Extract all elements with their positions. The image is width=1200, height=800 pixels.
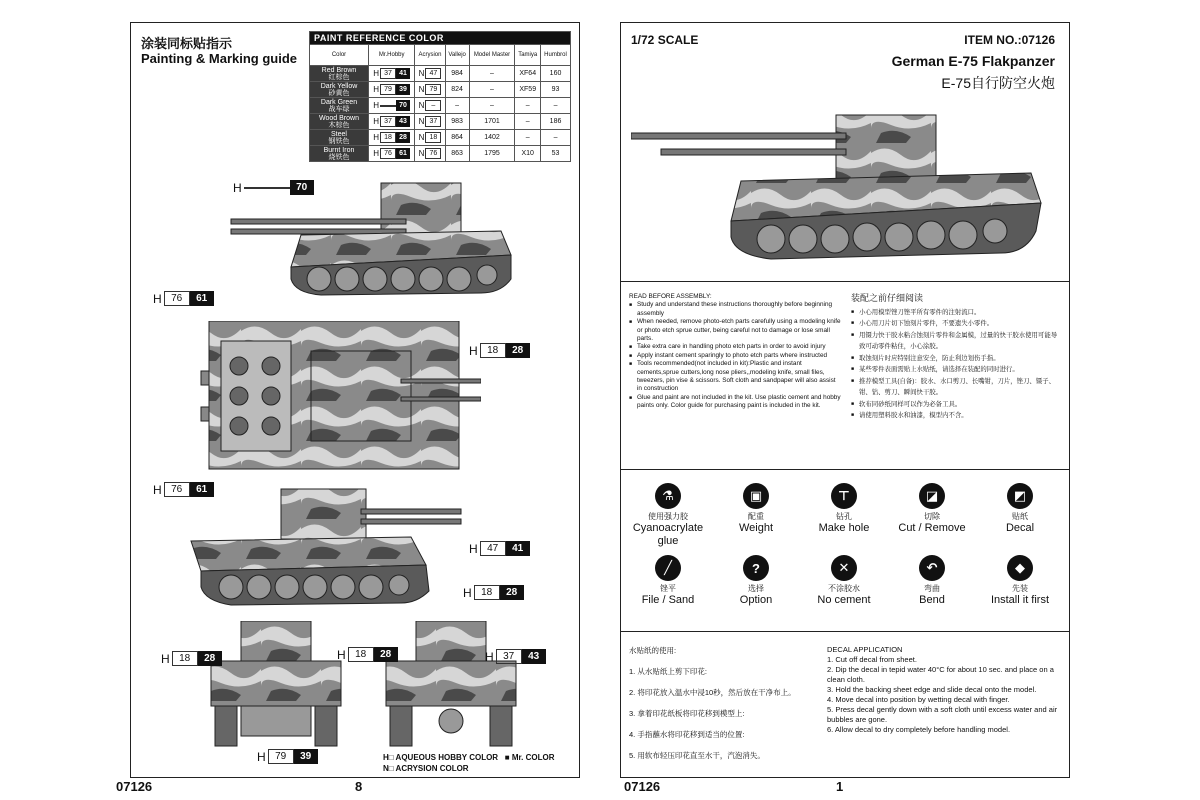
humbrol-code: – xyxy=(541,130,571,146)
callout-dark-yellow: H 79 39 xyxy=(257,749,318,764)
paint-table-title: PAINT REFERENCE COLOR xyxy=(310,32,571,45)
list-item: ■ Take extra care in handling photo etch parts in order to avoid injury xyxy=(637,343,841,351)
list-item: 4. 手指蘸水将印花移到适当的位置: xyxy=(629,730,745,739)
acrysion-code xyxy=(415,66,445,82)
paint-code-part: 红棕色 xyxy=(328,73,350,81)
paint-code-part: 76 xyxy=(425,148,441,159)
symbol-label-cn: 配重 xyxy=(748,512,764,521)
left-page-item: 07126 xyxy=(116,779,153,794)
paint-code-part xyxy=(373,148,410,159)
decal-icon: ◩ xyxy=(1007,483,1033,509)
drill-icon: ⊤ xyxy=(831,483,857,509)
symbol-label-en: File / Sand xyxy=(641,594,695,606)
install-first-icon: ◆ xyxy=(1007,555,1033,581)
list-item: 2. Dip the decal in tepid water 40°C for about 10 sec. and place on a clean cloth. xyxy=(827,665,1054,684)
list-item: ■ When needed, remove photo-etch parts carefully using a modeling knife or photo etch sprue cutter, being careful not to damage or lose small parts. xyxy=(637,318,841,343)
read-title-cn: 装配之前仔细阅读 xyxy=(851,293,924,303)
symbol-label-en: Decal xyxy=(1005,522,1035,534)
paint-code-part xyxy=(419,84,442,95)
vallejo-code: 983 xyxy=(445,114,469,130)
list-item: 4. Move decal into position by wetting decal with finger. xyxy=(827,695,1010,704)
paint-code-part: H xyxy=(373,69,380,78)
list-item: ■ Study and understand these instructions thoroughly before beginning assembly xyxy=(637,301,841,318)
paint-code-part: N xyxy=(418,133,425,142)
legend-acrysion: N□ ACRYSION COLOR xyxy=(383,764,469,773)
right-page xyxy=(620,22,1070,778)
list-item: 6. Allow decal to dry completely before handling model. xyxy=(827,725,1011,734)
paint-code-part: 43 xyxy=(396,116,410,127)
paint-code-part: 28 xyxy=(396,132,410,143)
acrysion-code xyxy=(415,130,445,146)
list-item: ■ 推荐模型工具(自备)：胶水、水口剪刀、长嘴钳，刀片，锉刀、镊子、钳、钻、剪刀、瞬间快干胶。 xyxy=(859,376,1061,399)
weight-icon: ▣ xyxy=(743,483,769,509)
paint-code-part: 79 xyxy=(425,84,441,95)
symbol-decal xyxy=(977,483,1063,535)
list-item: 1. Cut off decal from sheet. xyxy=(827,655,917,664)
model-master-code: 1795 xyxy=(469,146,515,162)
scale-label: 1/72 SCALE xyxy=(631,33,699,47)
mrhobby-code xyxy=(369,98,415,114)
acrysion-code xyxy=(415,82,445,98)
humbrol-code: – xyxy=(541,98,571,114)
paint-code-part: N xyxy=(418,101,425,110)
paint-code-part: H xyxy=(373,101,380,110)
symbol-label-cn: 贴纸 xyxy=(1012,512,1028,521)
color-name xyxy=(310,130,369,146)
model-master-code: – xyxy=(469,98,515,114)
read-title-en: READ BEFORE ASSEMBLY: xyxy=(629,293,712,300)
paint-code-part: 烧铁色 xyxy=(328,153,350,161)
color-name xyxy=(310,146,369,162)
list-item: ■ Apply instant cement sparingly to photo etch parts where instructed xyxy=(637,352,841,360)
rear-view-drawing xyxy=(376,621,526,751)
col-humbrol: Humbrol xyxy=(541,45,571,66)
color-name xyxy=(310,82,369,98)
paint-code-part xyxy=(373,68,410,79)
paint-row xyxy=(310,82,571,98)
paint-code-part: 37 xyxy=(425,116,441,127)
vallejo-code: 863 xyxy=(445,146,469,162)
col-tamiya: Tamiya xyxy=(515,45,541,66)
paint-code-part: Burnt Iron xyxy=(323,146,355,154)
paint-code-part: Dark Green xyxy=(320,98,358,106)
color-name xyxy=(310,66,369,82)
file-icon: ╱ xyxy=(655,555,681,581)
paint-code-part: Wood Brown xyxy=(319,114,359,122)
left-page-number: 8 xyxy=(355,779,363,794)
model-master-code: – xyxy=(469,66,515,82)
paint-code-part xyxy=(373,84,410,95)
paint-code-part: 61 xyxy=(396,148,410,159)
divider xyxy=(621,631,1069,632)
model-name-cn: E-75自行防空火炮 xyxy=(941,75,1055,91)
paint-code-part: 76 xyxy=(380,148,396,159)
symbol-label-cn: 切除 xyxy=(924,512,940,521)
symbol-label-en: Bend xyxy=(919,594,945,606)
mrhobby-code xyxy=(369,66,415,82)
paint-code-part xyxy=(419,132,442,143)
symbol-bend xyxy=(889,555,975,607)
paint-code-part xyxy=(419,100,442,111)
callout-red-brown: H 47 41 xyxy=(469,541,530,556)
list-item: ■ 小心用模型锉刀锉平所有零件的注射流口。 xyxy=(859,307,1061,319)
symbol-label-en: Install it first xyxy=(990,594,1050,606)
col-model-master: Model Master xyxy=(469,45,515,66)
list-item: 5. 用软布轻压印花直至水干，汽泡消失。 xyxy=(629,751,765,760)
read-before-assembly-cn xyxy=(851,293,1061,422)
tamiya-code: X10 xyxy=(515,146,541,162)
decal-instructions-cn xyxy=(629,645,819,771)
symbol-label-cn: 使用强力胶 xyxy=(648,512,688,521)
paint-code-part: 37 xyxy=(380,68,396,79)
paint-code-part: H xyxy=(373,117,380,126)
guide-title-cn: 涂装同标贴指示 xyxy=(141,36,233,51)
decal-title-cn: 水贴纸的使用: xyxy=(629,646,677,655)
paint-code-part: 79 xyxy=(380,84,396,95)
paint-code-part: – xyxy=(425,100,441,111)
mrhobby-code xyxy=(369,130,415,146)
col-mrhobby: Mr.Hobby xyxy=(369,45,415,66)
col-vallejo: Vallejo xyxy=(445,45,469,66)
symbol-cut xyxy=(889,483,975,535)
paint-code-part: 41 xyxy=(396,68,410,79)
humbrol-code: 93 xyxy=(541,82,571,98)
side-view-left-drawing xyxy=(181,479,471,619)
paint-code-part: 70 xyxy=(396,100,410,111)
symbol-label-en: Option xyxy=(739,594,773,606)
callout-burnt-iron-top: H 76 61 xyxy=(153,291,214,306)
mrhobby-code xyxy=(369,82,415,98)
callout-steel-rear: H 18 28 xyxy=(337,647,398,662)
paint-row xyxy=(310,98,571,114)
divider xyxy=(621,281,1069,282)
symbol-label-en: Cut / Remove xyxy=(898,522,966,534)
paint-code-part xyxy=(419,116,442,127)
paint-code-part xyxy=(419,148,442,159)
mrhobby-code xyxy=(369,114,415,130)
callout-wood-brown: H 37 43 xyxy=(485,649,546,664)
glue-icon: ⚗ xyxy=(655,483,681,509)
paint-code-part xyxy=(373,132,410,143)
decal-title-en: DECAL APPLICATION xyxy=(827,645,903,654)
symbol-label-cn: 不涂胶水 xyxy=(828,584,860,593)
symbol-label-cn: 锉平 xyxy=(660,584,676,593)
symbol-drill xyxy=(801,483,887,535)
color-name xyxy=(310,114,369,130)
symbol-label-cn: 弯曲 xyxy=(924,584,940,593)
tamiya-code: – xyxy=(515,130,541,146)
vallejo-code: 864 xyxy=(445,130,469,146)
paint-code-part: 钢铁色 xyxy=(328,137,350,145)
acrysion-code xyxy=(415,98,445,114)
col-acrysion: Acrysion xyxy=(415,45,445,66)
vallejo-code: – xyxy=(445,98,469,114)
symbol-weight xyxy=(713,483,799,535)
paint-row xyxy=(310,130,571,146)
paint-code-part: H xyxy=(373,85,380,94)
paint-code-part: 战车绿 xyxy=(328,105,350,113)
paint-code-part: N xyxy=(418,69,425,78)
model-master-code: 1701 xyxy=(469,114,515,130)
paint-code-part xyxy=(373,100,410,111)
paint-row xyxy=(310,146,571,162)
tank-illustration xyxy=(631,103,1051,273)
color-name xyxy=(310,98,369,114)
option-icon: ? xyxy=(743,555,769,581)
right-page-number: 1 xyxy=(836,779,844,794)
paint-code-part: Steel xyxy=(331,130,347,138)
list-item: ■ Glue and paint are not included in the kit. Use plastic cement and hobby paints only. Color guide for purchasing paint is included in the kit. xyxy=(637,394,841,411)
symbol-file xyxy=(625,555,711,607)
symbol-label-en: No cement xyxy=(817,594,871,606)
mrhobby-code xyxy=(369,146,415,162)
paint-code-part xyxy=(373,116,410,127)
list-item: ■ 软布同砂纸同样可以作为必备工具。 xyxy=(859,399,1061,411)
paint-code-part: 37 xyxy=(380,116,396,127)
paint-code-part: 木棕色 xyxy=(328,121,350,129)
symbol-label-en: Cyanoacrylate glue xyxy=(632,522,704,547)
list-item: ■ Tools recommended(not included in kit):Plastic and instant cements,sprue cutters,long nose pliers,,modeling knife, small files, tweezers, pin vise & scissors. Soft cloth and sandpaper will also assist in construction xyxy=(637,360,841,394)
item-number: ITEM NO.:07126 xyxy=(964,33,1055,47)
paint-code-part: Dark Yellow xyxy=(320,82,358,90)
vallejo-code: 984 xyxy=(445,66,469,82)
callout-burnt-iron-side: H 76 61 xyxy=(153,482,214,497)
callout-dark-green: H 70 xyxy=(233,180,314,195)
paint-row xyxy=(310,114,571,130)
humbrol-code: 160 xyxy=(541,66,571,82)
model-master-code: – xyxy=(469,82,515,98)
tamiya-code: XF64 xyxy=(515,66,541,82)
model-master-code: 1402 xyxy=(469,130,515,146)
list-item: ■ 某些零件表面需贴上水贴纸，请选择在装配的同时进行。 xyxy=(859,364,1061,376)
guide-title-en: Painting & Marking guide xyxy=(141,51,298,66)
decal-instructions-en xyxy=(827,645,1059,735)
symbol-install-first xyxy=(977,555,1063,607)
symbol-option xyxy=(713,555,799,607)
humbrol-code: 186 xyxy=(541,114,571,130)
symbol-label-cn: 钻孔 xyxy=(836,512,852,521)
cut-icon: ◪ xyxy=(919,483,945,509)
callout-steel-track: H 18 28 xyxy=(463,585,524,600)
paint-code-part: 47 xyxy=(425,68,441,79)
humbrol-code: 53 xyxy=(541,146,571,162)
paint-code-part: 39 xyxy=(396,84,410,95)
paint-row xyxy=(310,66,571,82)
paint-code-part: N xyxy=(418,117,425,126)
paint-code-part: H xyxy=(373,133,380,142)
top-view-drawing xyxy=(181,321,481,471)
read-before-assembly-en xyxy=(629,293,841,411)
acrysion-code xyxy=(415,114,445,130)
symbol-label-cn: 选择 xyxy=(748,584,764,593)
tamiya-code: XF59 xyxy=(515,82,541,98)
list-item: 5. Press decal gently down with a soft cloth until excess water and air bubbles are gone. xyxy=(827,705,1058,724)
left-page xyxy=(130,22,580,778)
paint-reference-table xyxy=(309,31,571,162)
list-item: 1. 从水贴纸上剪下印花: xyxy=(629,667,707,676)
paint-code-part xyxy=(380,105,396,107)
symbol-label-en: Weight xyxy=(738,522,774,534)
paint-code-part: N xyxy=(418,85,425,94)
list-item: 3. Hold the backing sheet edge and slide decal onto the model. xyxy=(827,685,1037,694)
symbol-glue xyxy=(625,483,711,548)
symbol-no-cement xyxy=(801,555,887,607)
list-item: 3. 拿着印花纸板将印花移到模型上: xyxy=(629,709,745,718)
vallejo-code: 824 xyxy=(445,82,469,98)
list-item: ■ 取蚀刻片时应特别注意安全，防止利边划伤手指。 xyxy=(859,353,1061,365)
paint-code-part: H xyxy=(373,149,380,158)
paint-code-part: 18 xyxy=(380,132,396,143)
paint-code-part: 砂黄色 xyxy=(328,89,350,97)
symbol-label-cn: 先装 xyxy=(1012,584,1028,593)
tamiya-code: – xyxy=(515,114,541,130)
list-item: ■ 用镊力快干胶水粘合蚀刻片零件和金属模，过量的快干胶水使用可能导致可动零件粘住，小心涂胶。 xyxy=(859,330,1061,353)
no-cement-icon: ✕ xyxy=(831,555,857,581)
legend-hobby: H□ AQUEOUS HOBBY COLOR ■ Mr. COLOR xyxy=(383,753,555,762)
model-name-en: German E-75 Flakpanzer xyxy=(891,53,1055,69)
tamiya-code: – xyxy=(515,98,541,114)
list-item: ■ 请使用塑料胶水和油漆，模型内不含。 xyxy=(859,410,1061,422)
list-item: ■ 小心用刀片切下蚀刻片零件，不要遗失小零件。 xyxy=(859,318,1061,330)
right-page-item: 07126 xyxy=(624,779,661,794)
acrysion-code xyxy=(415,146,445,162)
front-view-drawing xyxy=(201,621,351,751)
list-item: 2. 将印花放入温水中浸10秒，然后放在干净布上。 xyxy=(629,688,796,697)
col-color: Color xyxy=(310,45,369,66)
paint-code-part: Red Brown xyxy=(321,66,357,74)
paint-code-part: 18 xyxy=(425,132,441,143)
callout-steel-top: H 18 28 xyxy=(469,343,530,358)
bend-icon: ↶ xyxy=(919,555,945,581)
callout-steel-front: H 18 28 xyxy=(161,651,222,666)
paint-code-part: N xyxy=(418,149,425,158)
symbol-label-en: Make hole xyxy=(818,522,870,534)
paint-code-part xyxy=(419,68,442,79)
divider xyxy=(621,469,1069,470)
